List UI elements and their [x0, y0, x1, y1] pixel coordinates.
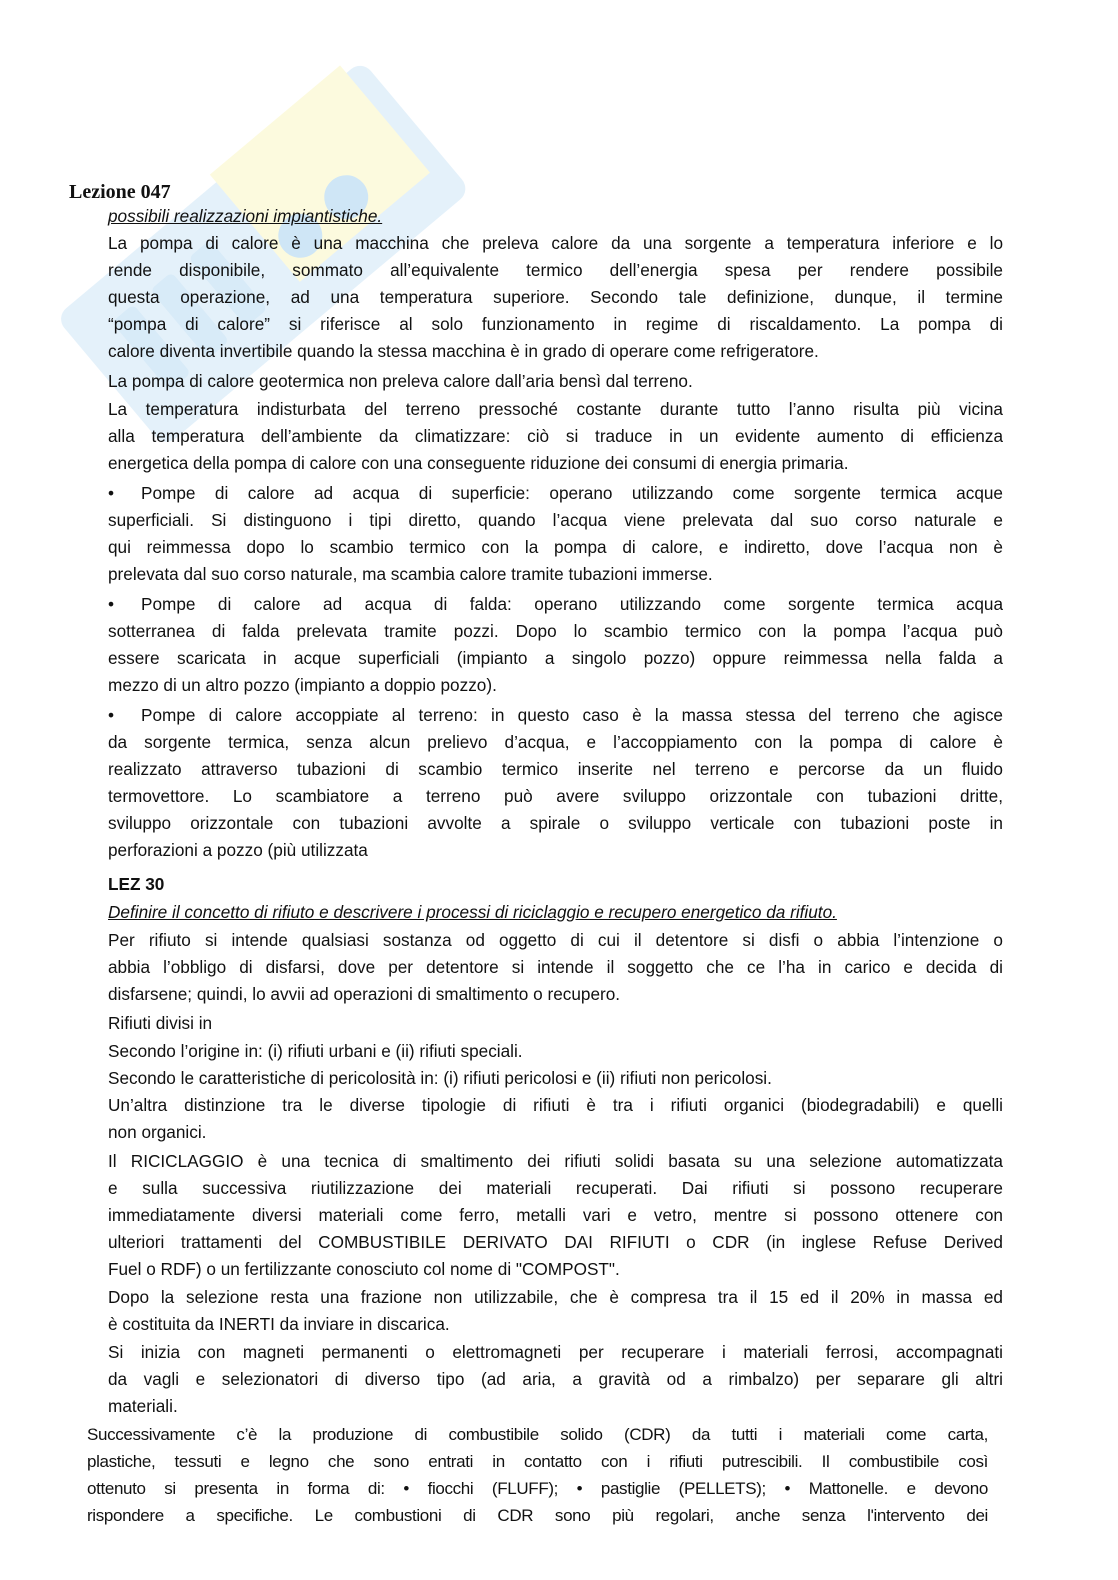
bullet-item [108, 702, 1003, 864]
text-line: essere scaricata in acque superficiali (impianto a singolo pozzo) oppure reimmessa nella falda a [108, 648, 1003, 668]
text-line: Un’altra distinzione tra le diverse tipologie di rifiuti è tra i rifiuti organici (biodegradabili) e quelli [108, 1095, 1003, 1115]
text-line: Il RICICLAGGIO è una tecnica di smaltimento dei rifiuti solidi basata su una selezione automatizzata [108, 1151, 1003, 1171]
text-line: questa operazione, ad una temperatura superiore. Secondo tale definizione, dunque, il termine [108, 287, 1003, 307]
section-heading: LEZ 30 [108, 874, 165, 894]
text-line: e sulla successiva riutilizzazione dei materiali recuperati. Dai rifiuti si possono recuperare [108, 1178, 1003, 1198]
text-line: rispondere a specifiche. Le combustioni di CDR sono più regolari, anche senza l'intervento dei [87, 1506, 988, 1525]
text-line: disfarsene; quindi, lo avvii ad operazioni di smaltimento o recupero. [108, 984, 621, 1004]
text-line: Si inizia con magneti permanenti o elettromagneti per recuperare i materiali ferrosi, accompagnati [108, 1342, 1003, 1362]
text-line: è costituita da INERTI da inviare in discarica. [108, 1314, 450, 1334]
bullet-icon: • [108, 594, 115, 614]
text-line [108, 480, 1003, 507]
bullet-item [108, 591, 1003, 699]
paragraph [108, 368, 1003, 395]
paragraph [108, 1148, 1003, 1283]
paragraph [108, 1038, 1003, 1065]
text-line: non organici. [108, 1122, 207, 1142]
text-line: La temperatura indisturbata del terreno pressoché costante durante tutto l’anno risulta più vicina [108, 399, 1003, 419]
paragraph [108, 1284, 1003, 1338]
text-line: abbia l’obbligo di disfarsi, dove per detentore si intende il soggetto che ce l’ha in carico e decida di [108, 957, 1003, 977]
text-line: rende disponibile, sommato all’equivalente termico dell’energia spesa per rendere possibile [108, 260, 1003, 280]
bullet-item [108, 480, 1003, 588]
text-line: da sorgente termica, senza alcun prelievo d’acqua, e l’accoppiamento con la pompa di calore è [108, 732, 1003, 752]
lesson-title: Lezione 047 [69, 181, 171, 203]
paragraph [108, 396, 1003, 477]
text-line: “pompa di calore” si riferisce al solo funzionamento in regime di riscaldamento. La pompa di [108, 314, 1003, 334]
text-line: Fuel o RDF) o un fertilizzante conosciuto col nome di "COMPOST". [108, 1259, 620, 1279]
text-line: qui reimmessa dopo lo scambio termico con la pompa di calore, e indiretto, dove l’acqua non è [108, 537, 1003, 557]
text-line: prelevata dal suo corso naturale, ma scambia calore tramite tubazioni immerse. [108, 564, 713, 584]
text-line: plastiche, tessuti e legno che sono entrati in contatto con i rifiuti putrescibili. Il combustibile così [87, 1452, 988, 1471]
text-line: ottenuto si presenta in forma di: • fiocchi (FLUFF); • pastiglie (PELLETS); • Mattonelle. e devono [87, 1479, 988, 1498]
text-line: calore diventa invertibile quando la stessa macchina è in grado di operare come refrigeratore. [108, 341, 819, 361]
text-line [108, 702, 1003, 729]
text-line: Per rifiuto si intende qualsiasi sostanza od oggetto di cui il detentore si disfi o abbia l’intenzione o [108, 930, 1003, 950]
text-line: ulteriori trattamenti del COMBUSTIBILE DERIVATO DAI RIFIUTI o CDR (in inglese Refuse Derived [108, 1232, 1003, 1252]
text-line: realizzato attraverso tubazioni di scambio termico inserite nel terreno e percorse da un fluido [108, 759, 1003, 779]
text-line: mezzo di un altro pozzo (impianto a doppio pozzo). [108, 675, 497, 695]
bullet-icon: • [108, 705, 115, 725]
text-line-content: Pompe di calore ad acqua di superficie: operano utilizzando come sorgente termica acque [141, 483, 1003, 503]
paragraph [108, 1092, 1003, 1146]
paragraph [108, 1065, 1003, 1092]
text-line: da vagli e selezionatori di diverso tipo (ad aria, a gravità od a rimbalzo) per separare gli altri [108, 1369, 1003, 1389]
paragraph [108, 230, 1003, 365]
text-line: Dopo la selezione resta una frazione non utilizzabile, che è compresa tra il 15 ed il 20% in massa ed [108, 1287, 1003, 1307]
question-heading: Definire il concetto di rifiuto e descrivere i processi di riciclaggio e recupero energetico da rifiuto. [108, 902, 837, 922]
text-line [108, 591, 1003, 618]
text-line: termovettore. Lo scambiatore a terreno può avere sviluppo orizzontale con tubazioni dritte, [108, 786, 1003, 806]
text-line: Rifiuti divisi in [108, 1013, 213, 1033]
text-line: Successivamente c’è la produzione di combustibile solido (CDR) da tutti i materiali come carta, [87, 1425, 988, 1444]
paragraph [108, 1010, 1003, 1037]
text-line-content: Pompe di calore ad acqua di falda: operano utilizzando come sorgente termica acqua [141, 594, 1003, 614]
paragraph [87, 1421, 988, 1529]
section-subtitle: possibili realizzazioni impiantistiche. [108, 206, 383, 226]
text-line: superficiali. Si distinguono i tipi diretto, quando l’acqua viene prelevata dal suo corso naturale e [108, 510, 1003, 530]
paragraph [108, 927, 1003, 1008]
text-line: alla temperatura dell’ambiente da climatizzare: ciò si traduce in un evidente aumento di efficienza [108, 426, 1003, 446]
text-line: La pompa di calore geotermica non preleva calore dall’aria bensì dal terreno. [108, 371, 693, 391]
text-line: Secondo l’origine in: (i) rifiuti urbani e (ii) rifiuti speciali. [108, 1041, 523, 1061]
bullet-icon: • [108, 483, 115, 503]
text-line: immediatamente diversi materiali come ferro, metalli vari e vetro, mentre si possono ottenere con [108, 1205, 1003, 1225]
text-line: sotterranea di falda prelevata tramite pozzi. Dopo lo scambio termico con la pompa l’acqua può [108, 621, 1003, 641]
text-line: materiali. [108, 1396, 178, 1416]
text-line: Secondo le caratteristiche di pericolosità in: (i) rifiuti pericolosi e (ii) rifiuti non pericolosi. [108, 1068, 772, 1088]
text-line: perforazioni a pozzo (più utilizzata [108, 840, 368, 860]
text-line-content: Pompe di calore accoppiate al terreno: in questo caso è la massa stessa del terreno che agisce [141, 705, 1003, 725]
paragraph [108, 1339, 1003, 1420]
text-line: La pompa di calore è una macchina che preleva calore da una sorgente a temperatura inferiore e lo [108, 233, 1003, 253]
text-line: energetica della pompa di calore con una conseguente riduzione dei consumi di energia primaria. [108, 453, 849, 473]
text-line: sviluppo orizzontale con tubazioni avvolte a spirale o sviluppo verticale con tubazioni poste in [108, 813, 1003, 833]
